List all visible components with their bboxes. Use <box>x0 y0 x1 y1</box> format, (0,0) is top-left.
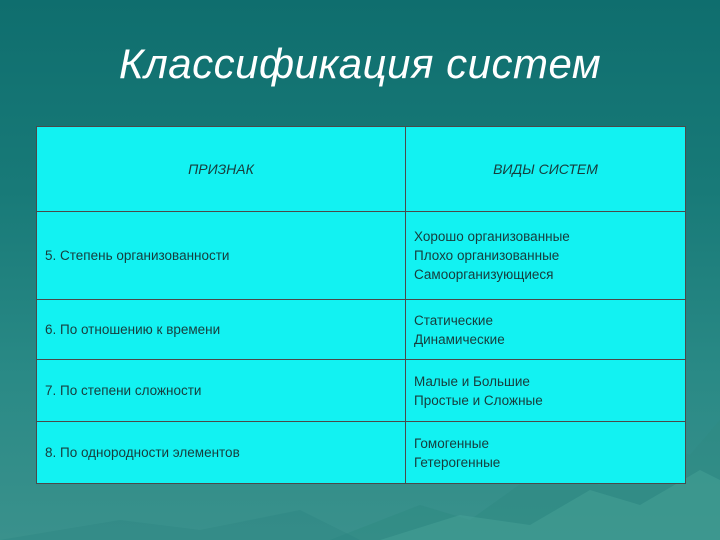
table-row <box>37 300 686 360</box>
type-item: Малые и Большие <box>414 373 530 389</box>
types-cell <box>406 300 686 360</box>
type-item: Простые и Сложные <box>414 392 543 408</box>
type-item: Динамические <box>414 331 505 347</box>
header-system-types: ВИДЫ СИСТЕМ <box>406 127 686 212</box>
classification-table <box>36 126 686 484</box>
types-cell <box>406 422 686 484</box>
header-criterion: ПРИЗНАК <box>37 127 406 212</box>
table-row <box>37 360 686 422</box>
type-item: Гомогенные <box>414 435 489 451</box>
type-item: Самоорганизующиеся <box>414 267 554 282</box>
type-item: Плохо организованные <box>414 248 560 263</box>
criterion-cell: 8. По однородности элементов <box>37 422 406 484</box>
types-cell <box>406 212 686 300</box>
type-item: Гетерогенные <box>414 454 501 470</box>
criterion-cell: 5. Степень организованности <box>37 212 406 300</box>
slide-title: Классификация систем <box>118 40 602 87</box>
type-item: Хорошо организованные <box>414 229 570 244</box>
table-row <box>37 422 686 484</box>
table-row <box>37 212 686 300</box>
types-cell <box>406 360 686 422</box>
table-header-row <box>37 127 686 212</box>
criterion-cell: 6. По отношению к времени <box>37 300 406 360</box>
criterion-cell: 7. По степени сложности <box>37 360 406 422</box>
type-item: Статические <box>414 312 493 328</box>
